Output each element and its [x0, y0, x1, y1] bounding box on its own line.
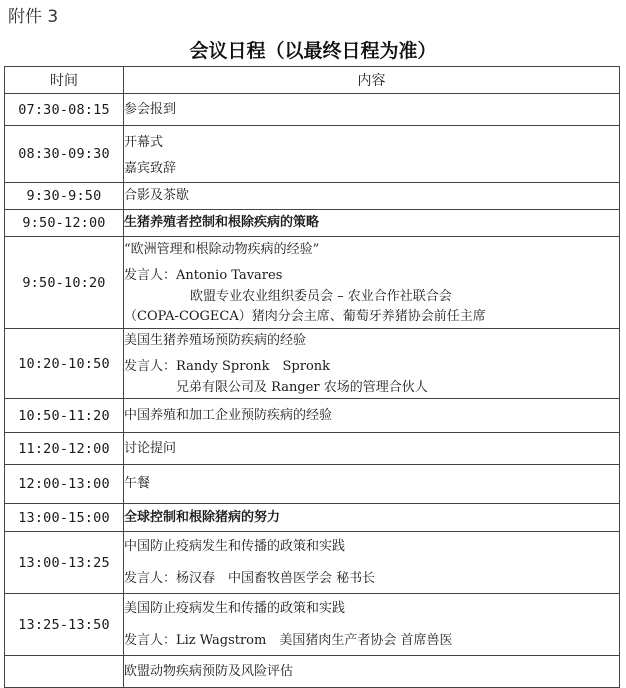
content-line: 合影及茶歇 [124, 188, 190, 203]
table-row [5, 399, 620, 433]
content-line: 美国生猪养殖场预防疾病的经验 [124, 332, 307, 348]
content-line: “欧洲管理和根除动物疾病的经验” [124, 241, 320, 257]
content-line: 午餐 [124, 476, 151, 491]
content-line: 中国养殖和加工企业预防疾病的经验 [124, 407, 333, 423]
content-line: 欧盟专业农业组织委员会 – 农业合作社联合会 [190, 288, 452, 304]
content-cell [124, 126, 620, 183]
content-line: 兄弟有限公司及 Ranger 农场的管理合伙人 [176, 379, 428, 395]
table-row [5, 656, 620, 688]
time-cell: 13:25-13:50 [5, 594, 124, 656]
time-cell: 9:50-12:00 [5, 210, 124, 237]
content-cell [124, 329, 620, 399]
section-heading: 生猪养殖者控制和根除疾病的策略 [124, 215, 320, 230]
content-cell [124, 237, 620, 329]
table-row [5, 504, 620, 532]
time-cell: 9:50-10:20 [5, 237, 124, 329]
table-row [5, 532, 620, 594]
table-row [5, 126, 620, 183]
content-line: 发言人：Liz Wagstrom 美国猪肉生产者协会 首席兽医 [124, 632, 453, 648]
content-line: 美国防止疫病发生和传播的政策和实践 [124, 600, 346, 616]
table-header-row [5, 67, 620, 94]
table-row [5, 329, 620, 399]
time-cell: 11:20-12:00 [5, 433, 124, 465]
content-line: 开幕式 [124, 134, 164, 150]
content-cell [124, 504, 620, 532]
table-row [5, 433, 620, 465]
content-line: 欧盟动物疾病预防及风险评估 [124, 663, 294, 679]
content-line: （COPA-COGECA）猪肉分会主席、葡萄牙养猪协会前任主席 [124, 308, 486, 324]
time-cell: 08:30-09:30 [5, 126, 124, 183]
time-cell: 10:50-11:20 [5, 399, 124, 433]
agenda-table [4, 66, 620, 688]
table-row [5, 594, 620, 656]
content-cell [124, 465, 620, 504]
table-row [5, 210, 620, 237]
content-cell [124, 183, 620, 210]
content-cell [124, 94, 620, 126]
content-line: 发言人：Randy Spronk Spronk [124, 358, 331, 374]
content-line: 发言人：杨汉春 中国畜牧兽医学会 秘书长 [124, 570, 376, 586]
time-cell: 12:00-13:00 [5, 465, 124, 504]
content-line: 发言人：Antonio Tavares [124, 267, 283, 283]
page-title: 会议日程（以最终日程为准） [189, 40, 437, 62]
content-cell [124, 594, 620, 656]
header-content: 内容 [124, 67, 620, 94]
time-cell [5, 656, 124, 688]
content-cell [124, 532, 620, 594]
time-cell: 13:00-15:00 [5, 504, 124, 532]
content-cell [124, 433, 620, 465]
table-row [5, 183, 620, 210]
section-heading: 全球控制和根除猪病的努力 [124, 509, 281, 525]
content-line: 参会报到 [124, 101, 177, 117]
content-cell [124, 656, 620, 688]
content-line: 讨论提问 [124, 440, 177, 456]
table-row [5, 237, 620, 329]
attachment-label: 附件 3 [8, 7, 59, 27]
table-row [5, 465, 620, 504]
content-line: 嘉宾致辞 [124, 160, 177, 176]
content-cell [124, 399, 620, 433]
content-line: 中国防止疫病发生和传播的政策和实践 [124, 538, 346, 554]
time-cell: 9:30-9:50 [5, 183, 124, 210]
header-time: 时间 [5, 67, 124, 94]
time-cell: 07:30-08:15 [5, 94, 124, 126]
time-cell: 10:20-10:50 [5, 329, 124, 399]
table-row [5, 94, 620, 126]
time-cell: 13:00-13:25 [5, 532, 124, 594]
content-cell [124, 210, 620, 237]
